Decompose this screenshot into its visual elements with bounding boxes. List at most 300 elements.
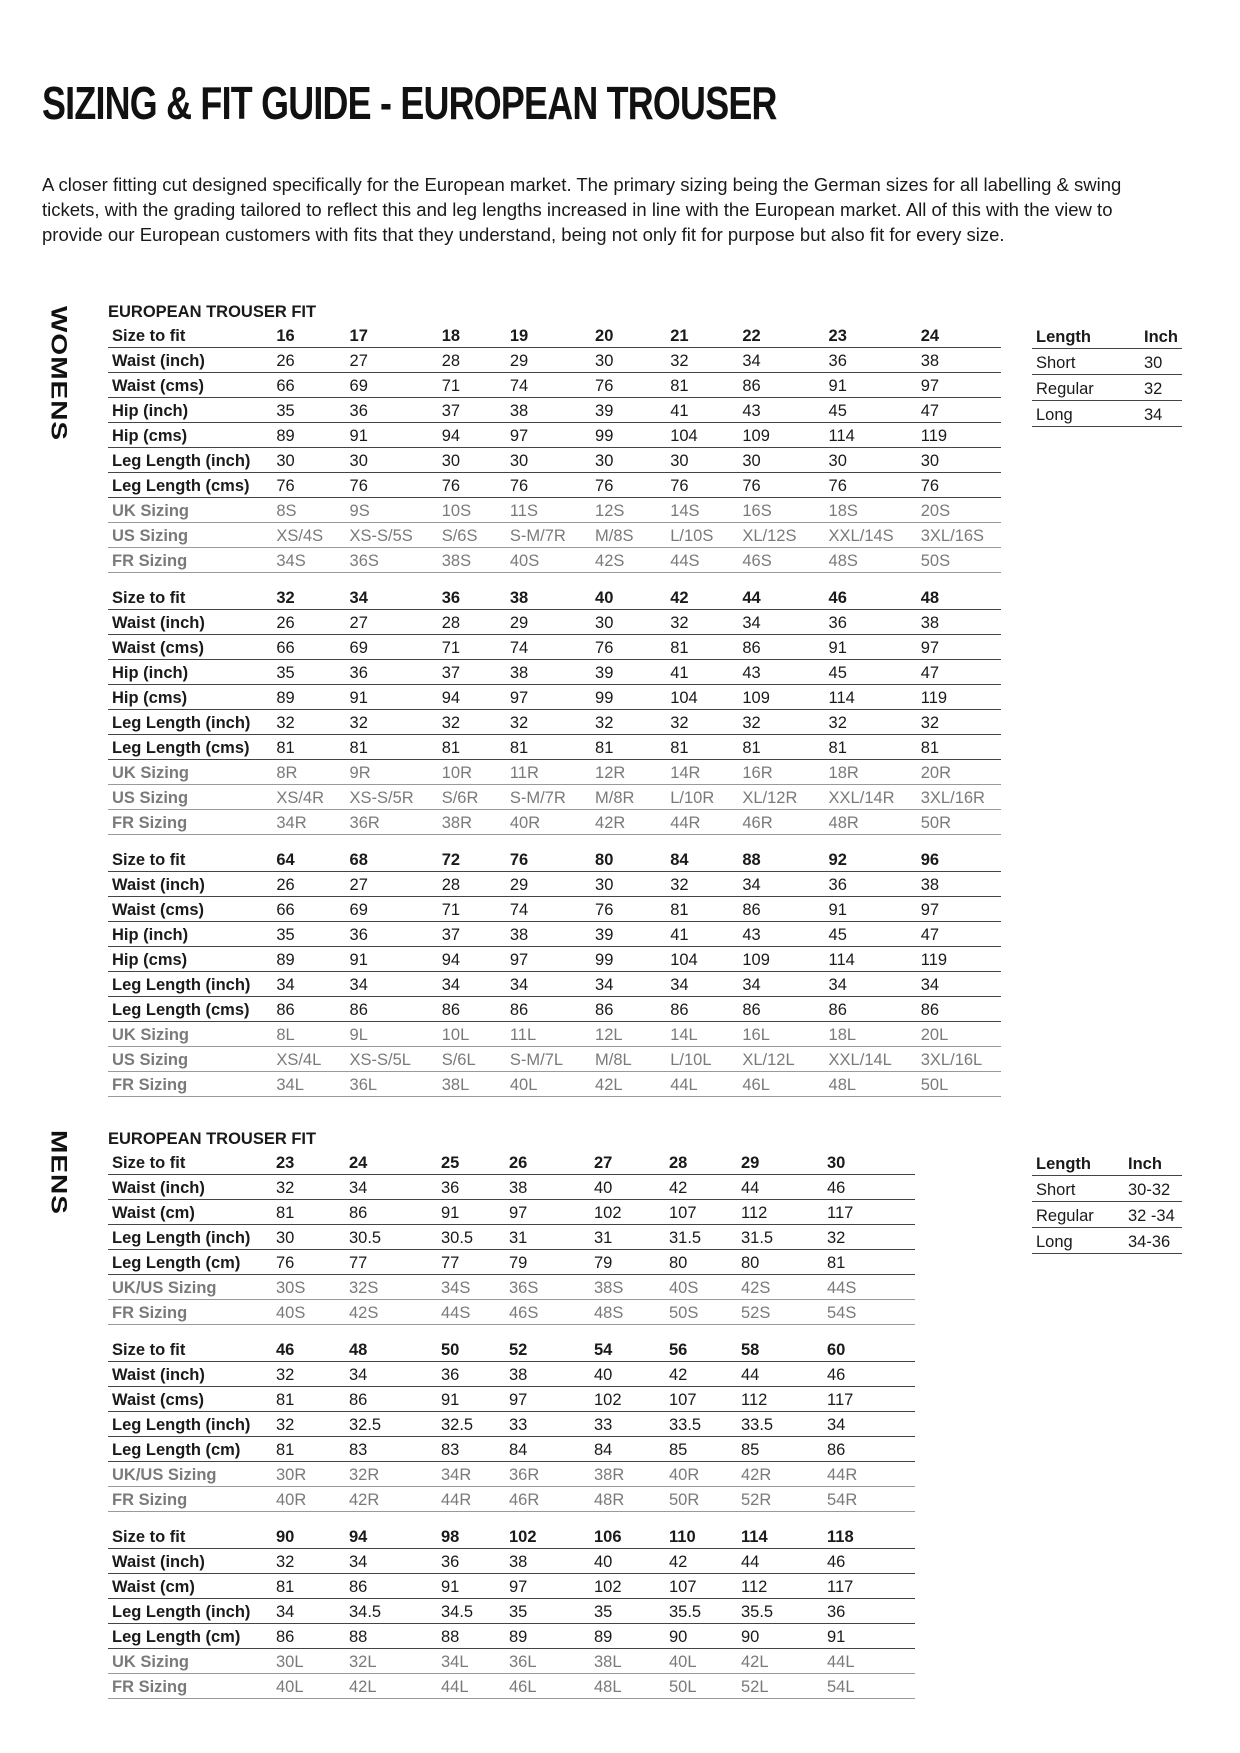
table-cell: 66 bbox=[272, 635, 345, 660]
table-cell: 81 bbox=[825, 735, 917, 760]
table-cell: 76 bbox=[272, 473, 345, 498]
table-cell: 81 bbox=[346, 735, 438, 760]
table-cell: 80 bbox=[665, 1250, 737, 1275]
table-cell: 34 bbox=[1140, 401, 1182, 427]
table-cell: 30 bbox=[1140, 349, 1182, 375]
table-cell: 42R bbox=[591, 810, 666, 835]
table-cell: 32 bbox=[272, 1175, 345, 1200]
row-label: Leg Length (cm) bbox=[108, 1250, 272, 1275]
table-cell: 50R bbox=[665, 1487, 737, 1512]
table-cell: 38S bbox=[438, 548, 506, 573]
row-label: Leg Length (cms) bbox=[108, 473, 272, 498]
table-cell: 64 bbox=[272, 847, 345, 872]
table-row bbox=[108, 398, 1001, 423]
table-cell: 48R bbox=[825, 810, 917, 835]
table-row bbox=[108, 947, 1001, 972]
table-cell: 40 bbox=[590, 1175, 665, 1200]
table-cell: 42 bbox=[665, 1362, 737, 1387]
table-cell: 36 bbox=[346, 660, 438, 685]
table-cell: 36S bbox=[346, 548, 438, 573]
table-cell: 109 bbox=[738, 947, 824, 972]
table-cell: 76 bbox=[917, 473, 1001, 498]
row-label: Leg Length (inch) bbox=[108, 972, 272, 997]
table-cell: 48S bbox=[825, 548, 917, 573]
row-label: FR Sizing bbox=[108, 548, 272, 573]
table-cell: 42L bbox=[591, 1072, 666, 1097]
table-cell: 89 bbox=[272, 947, 345, 972]
table-row bbox=[108, 1225, 915, 1250]
table-cell: 17 bbox=[346, 323, 438, 348]
table-row bbox=[1032, 1150, 1182, 1176]
row-label: UK Sizing bbox=[108, 498, 272, 523]
table-cell: Regular bbox=[1032, 375, 1140, 401]
table-row bbox=[108, 785, 1001, 810]
table-cell: 94 bbox=[438, 947, 506, 972]
womens-side-label: WOMENS bbox=[46, 306, 72, 442]
table-cell: 76 bbox=[666, 473, 738, 498]
table-cell: 21 bbox=[666, 323, 738, 348]
table-cell: 41 bbox=[666, 922, 738, 947]
table-row bbox=[108, 872, 1001, 897]
row-label: Waist (inch) bbox=[108, 1175, 272, 1200]
table-cell: 31 bbox=[590, 1225, 665, 1250]
table-cell: 9L bbox=[346, 1022, 438, 1047]
table-cell: 81 bbox=[272, 1437, 345, 1462]
table-cell: 42L bbox=[345, 1674, 437, 1699]
table-cell: 40R bbox=[506, 810, 591, 835]
table-cell: 48 bbox=[917, 585, 1001, 610]
table-cell: 52R bbox=[737, 1487, 823, 1512]
table-cell: XS/4S bbox=[272, 523, 345, 548]
table-cell: 96 bbox=[917, 847, 1001, 872]
table-cell: 9R bbox=[346, 760, 438, 785]
table-cell: 38S bbox=[590, 1275, 665, 1300]
row-label: Hip (inch) bbox=[108, 660, 272, 685]
table-cell: 34.5 bbox=[437, 1599, 505, 1624]
table-cell: 114 bbox=[737, 1524, 823, 1549]
row-label: Waist (inch) bbox=[108, 872, 272, 897]
table-cell: 97 bbox=[506, 423, 591, 448]
table-cell: 10R bbox=[438, 760, 506, 785]
table-row bbox=[108, 523, 1001, 548]
table-cell: 94 bbox=[345, 1524, 437, 1549]
table-cell: 79 bbox=[505, 1250, 590, 1275]
table-row bbox=[108, 1549, 915, 1574]
table-cell: 44S bbox=[437, 1300, 505, 1325]
table-cell: 34 bbox=[346, 972, 438, 997]
table-cell: 104 bbox=[666, 947, 738, 972]
table-cell: 34R bbox=[272, 810, 345, 835]
table-cell: 27 bbox=[346, 610, 438, 635]
table-cell: 29 bbox=[737, 1150, 823, 1175]
table-cell: 34 bbox=[346, 585, 438, 610]
table-cell: 34L bbox=[437, 1649, 505, 1674]
table-cell: 77 bbox=[437, 1250, 505, 1275]
table-cell: 30 bbox=[823, 1150, 915, 1175]
table-cell: 10L bbox=[438, 1022, 506, 1047]
table-cell: 45 bbox=[825, 660, 917, 685]
table-cell: 18 bbox=[438, 323, 506, 348]
table-cell: 117 bbox=[823, 1200, 915, 1225]
table-cell: 91 bbox=[437, 1574, 505, 1599]
table-cell: 32 bbox=[825, 710, 917, 735]
table-row bbox=[108, 1362, 915, 1387]
row-label: FR Sizing bbox=[108, 1674, 272, 1699]
table-cell: 34 bbox=[738, 872, 824, 897]
table-cell: 36L bbox=[346, 1072, 438, 1097]
table-cell: 36R bbox=[346, 810, 438, 835]
table-row bbox=[108, 897, 1001, 922]
table-cell: 46 bbox=[825, 585, 917, 610]
table-row bbox=[108, 323, 1001, 348]
table-cell: 36L bbox=[505, 1649, 590, 1674]
table-cell: 44L bbox=[437, 1674, 505, 1699]
table-cell: 69 bbox=[346, 635, 438, 660]
table-cell: 84 bbox=[590, 1437, 665, 1462]
table-cell: 29 bbox=[506, 610, 591, 635]
table-cell: 33.5 bbox=[737, 1412, 823, 1437]
table-row bbox=[1032, 401, 1182, 427]
table-cell: 112 bbox=[737, 1574, 823, 1599]
row-label: Leg Length (inch) bbox=[108, 710, 272, 735]
table-cell: 97 bbox=[505, 1387, 590, 1412]
table-cell: 37 bbox=[438, 660, 506, 685]
table-cell: 76 bbox=[825, 473, 917, 498]
row-label: Size to fit bbox=[108, 1524, 272, 1549]
table-row bbox=[108, 1649, 915, 1674]
table-row bbox=[108, 610, 1001, 635]
row-label: Leg Length (inch) bbox=[108, 1412, 272, 1437]
table-cell: 20R bbox=[917, 760, 1001, 785]
row-label: UK Sizing bbox=[108, 1022, 272, 1047]
table-cell: 36R bbox=[505, 1462, 590, 1487]
table-cell: 88 bbox=[437, 1624, 505, 1649]
table-cell: 35 bbox=[272, 922, 345, 947]
table-cell: S-M/7R bbox=[506, 785, 591, 810]
table-cell: XL/12L bbox=[738, 1047, 824, 1072]
table-row bbox=[1032, 1202, 1182, 1228]
table-cell: 32 -34 bbox=[1124, 1202, 1182, 1228]
table-cell: 16S bbox=[738, 498, 824, 523]
table-cell: 76 bbox=[591, 635, 666, 660]
table-cell: 31.5 bbox=[665, 1225, 737, 1250]
table-cell: 38 bbox=[506, 660, 591, 685]
table-cell: 42L bbox=[737, 1649, 823, 1674]
table-row bbox=[108, 1275, 915, 1300]
table-cell: 112 bbox=[737, 1200, 823, 1225]
table-cell: 25 bbox=[437, 1150, 505, 1175]
table-cell: 30 bbox=[591, 872, 666, 897]
table-cell: 77 bbox=[345, 1250, 437, 1275]
table-cell: 76 bbox=[591, 473, 666, 498]
table-cell: 46L bbox=[738, 1072, 824, 1097]
table-cell: 50S bbox=[665, 1300, 737, 1325]
table-row bbox=[108, 1674, 915, 1699]
table-cell: 109 bbox=[738, 423, 824, 448]
table-cell: 30 bbox=[438, 448, 506, 473]
row-label: Size to fit bbox=[108, 1150, 272, 1175]
table-cell: 91 bbox=[825, 373, 917, 398]
table-row bbox=[108, 997, 1001, 1022]
row-label: Hip (inch) bbox=[108, 398, 272, 423]
table-cell: 81 bbox=[506, 735, 591, 760]
table-cell: 83 bbox=[437, 1437, 505, 1462]
table-row bbox=[108, 1300, 915, 1325]
table-cell: 36 bbox=[346, 398, 438, 423]
table-cell: 99 bbox=[591, 685, 666, 710]
table-cell: 34 bbox=[738, 972, 824, 997]
row-label: FR Sizing bbox=[108, 810, 272, 835]
table-cell: 50L bbox=[917, 1072, 1001, 1097]
table-cell: 81 bbox=[666, 373, 738, 398]
table-cell: 34.5 bbox=[345, 1599, 437, 1624]
table-cell: 48 bbox=[345, 1337, 437, 1362]
row-label: Waist (cms) bbox=[108, 1387, 272, 1412]
table-cell: XXL/14S bbox=[825, 523, 917, 548]
table-row bbox=[108, 660, 1001, 685]
table-cell: 43 bbox=[738, 922, 824, 947]
table-cell: 36S bbox=[505, 1275, 590, 1300]
table-cell: 68 bbox=[346, 847, 438, 872]
table-cell: 81 bbox=[272, 735, 345, 760]
table-cell: L/10L bbox=[666, 1047, 738, 1072]
table-cell: 38 bbox=[506, 585, 591, 610]
table-cell: 118 bbox=[823, 1524, 915, 1549]
table-cell: 42 bbox=[665, 1175, 737, 1200]
table-row bbox=[108, 348, 1001, 373]
table-cell: 97 bbox=[917, 897, 1001, 922]
table-cell: 112 bbox=[737, 1387, 823, 1412]
table-cell: 12L bbox=[591, 1022, 666, 1047]
table-cell: 40L bbox=[506, 1072, 591, 1097]
table-cell: 86 bbox=[272, 1624, 345, 1649]
table-cell: Length bbox=[1032, 323, 1140, 349]
table-cell: 35.5 bbox=[665, 1599, 737, 1624]
table-row bbox=[108, 1387, 915, 1412]
table-cell: 40 bbox=[591, 585, 666, 610]
table-cell: 54R bbox=[823, 1487, 915, 1512]
table-cell: L/10R bbox=[666, 785, 738, 810]
row-label: UK/US Sizing bbox=[108, 1275, 272, 1300]
table-cell: 48R bbox=[590, 1487, 665, 1512]
table-cell: 46S bbox=[505, 1300, 590, 1325]
table-cell: 26 bbox=[272, 348, 345, 373]
table-cell: 36 bbox=[825, 610, 917, 635]
table-cell: 119 bbox=[917, 947, 1001, 972]
table-cell: 81 bbox=[666, 735, 738, 760]
table-cell: 32 bbox=[591, 710, 666, 735]
table-cell: 26 bbox=[272, 610, 345, 635]
table-cell: 36 bbox=[346, 922, 438, 947]
womens-length-table bbox=[1032, 323, 1182, 427]
table-row bbox=[108, 1624, 915, 1649]
table-cell: 90 bbox=[737, 1624, 823, 1649]
table-cell: 36 bbox=[437, 1175, 505, 1200]
table-row bbox=[1032, 323, 1182, 349]
table-cell: 81 bbox=[666, 897, 738, 922]
table-row bbox=[108, 473, 1001, 498]
table-row bbox=[108, 760, 1001, 785]
mens-section-heading: EUROPEAN TROUSER FIT bbox=[108, 1130, 317, 1148]
table-cell: 30-32 bbox=[1124, 1176, 1182, 1202]
table-cell: 3XL/16R bbox=[917, 785, 1001, 810]
table-row bbox=[1032, 1176, 1182, 1202]
table-cell: 16R bbox=[738, 760, 824, 785]
table-cell: 97 bbox=[506, 947, 591, 972]
table-cell: 97 bbox=[917, 635, 1001, 660]
row-label: Waist (inch) bbox=[108, 348, 272, 373]
row-label: Waist (cms) bbox=[108, 373, 272, 398]
table-cell: 42 bbox=[666, 585, 738, 610]
table-cell: 39 bbox=[591, 922, 666, 947]
table-row bbox=[108, 1175, 915, 1200]
table-cell: 86 bbox=[506, 997, 591, 1022]
table-cell: 84 bbox=[666, 847, 738, 872]
table-cell: 81 bbox=[272, 1200, 345, 1225]
table-cell: 104 bbox=[666, 685, 738, 710]
table-cell: 104 bbox=[666, 423, 738, 448]
table-cell: 38 bbox=[917, 872, 1001, 897]
table-cell: 85 bbox=[737, 1437, 823, 1462]
table-cell: 22 bbox=[738, 323, 824, 348]
row-label: Waist (inch) bbox=[108, 610, 272, 635]
table-cell: 81 bbox=[272, 1574, 345, 1599]
table-cell: 91 bbox=[825, 635, 917, 660]
table-cell: 85 bbox=[665, 1437, 737, 1462]
table-cell: 50S bbox=[917, 548, 1001, 573]
table-row bbox=[108, 1150, 915, 1175]
row-label: FR Sizing bbox=[108, 1300, 272, 1325]
table-cell: 54L bbox=[823, 1674, 915, 1699]
table-cell: 74 bbox=[506, 373, 591, 398]
table-cell: 30.5 bbox=[437, 1225, 505, 1250]
table-cell: Length bbox=[1032, 1150, 1124, 1176]
table-cell: 40R bbox=[665, 1462, 737, 1487]
table-cell: 14L bbox=[666, 1022, 738, 1047]
womens-short-table bbox=[108, 323, 1001, 573]
table-cell: 72 bbox=[438, 847, 506, 872]
table-cell: 34 bbox=[825, 972, 917, 997]
table-cell: 32 bbox=[272, 1549, 345, 1574]
table-cell: 32 bbox=[506, 710, 591, 735]
table-cell: 44S bbox=[666, 548, 738, 573]
table-row bbox=[108, 1487, 915, 1512]
row-label: Hip (cms) bbox=[108, 685, 272, 710]
table-cell: 32L bbox=[345, 1649, 437, 1674]
table-cell: 27 bbox=[346, 872, 438, 897]
table-cell: 52L bbox=[737, 1674, 823, 1699]
table-cell: 102 bbox=[505, 1524, 590, 1549]
table-cell: 102 bbox=[590, 1200, 665, 1225]
table-cell: 56 bbox=[665, 1337, 737, 1362]
row-label: FR Sizing bbox=[108, 1487, 272, 1512]
table-cell: 38 bbox=[505, 1362, 590, 1387]
table-cell: 30 bbox=[591, 610, 666, 635]
table-cell: 32 bbox=[272, 585, 345, 610]
table-cell: 34 bbox=[506, 972, 591, 997]
table-cell: 44L bbox=[823, 1649, 915, 1674]
row-label: Hip (cms) bbox=[108, 947, 272, 972]
table-cell: 94 bbox=[438, 685, 506, 710]
row-label: Leg Length (cm) bbox=[108, 1624, 272, 1649]
table-cell: 11R bbox=[506, 760, 591, 785]
table-row bbox=[108, 1437, 915, 1462]
table-cell: 41 bbox=[666, 398, 738, 423]
table-cell: 30 bbox=[666, 448, 738, 473]
row-label: Size to fit bbox=[108, 1337, 272, 1362]
table-cell: 117 bbox=[823, 1574, 915, 1599]
table-cell: 44L bbox=[666, 1072, 738, 1097]
table-cell: 39 bbox=[591, 398, 666, 423]
table-cell: 86 bbox=[917, 997, 1001, 1022]
table-cell: Regular bbox=[1032, 1202, 1124, 1228]
table-cell: 34 bbox=[738, 348, 824, 373]
table-cell: 81 bbox=[438, 735, 506, 760]
table-row bbox=[108, 810, 1001, 835]
table-cell: 52S bbox=[737, 1300, 823, 1325]
row-label: Hip (inch) bbox=[108, 922, 272, 947]
table-cell: 48S bbox=[590, 1300, 665, 1325]
table-cell: 29 bbox=[506, 348, 591, 373]
table-cell: 84 bbox=[505, 1437, 590, 1462]
table-cell: 32 bbox=[1140, 375, 1182, 401]
table-cell: 46 bbox=[823, 1362, 915, 1387]
table-cell: 97 bbox=[506, 685, 591, 710]
table-cell: 35 bbox=[590, 1599, 665, 1624]
table-cell: 76 bbox=[591, 373, 666, 398]
table-cell: 89 bbox=[590, 1624, 665, 1649]
table-cell: 30L bbox=[272, 1649, 345, 1674]
table-cell: 34 bbox=[438, 972, 506, 997]
table-cell: 14R bbox=[666, 760, 738, 785]
table-cell: 38R bbox=[438, 810, 506, 835]
table-cell: 47 bbox=[917, 398, 1001, 423]
table-row bbox=[108, 1524, 915, 1549]
table-cell: 40L bbox=[665, 1649, 737, 1674]
table-cell: 32 bbox=[666, 610, 738, 635]
table-cell: 42R bbox=[737, 1462, 823, 1487]
table-cell: 32 bbox=[272, 710, 345, 735]
table-cell: 30 bbox=[591, 348, 666, 373]
table-cell: 32.5 bbox=[437, 1412, 505, 1437]
table-cell: 26 bbox=[505, 1150, 590, 1175]
table-cell: 86 bbox=[666, 997, 738, 1022]
table-cell: 40S bbox=[665, 1275, 737, 1300]
table-cell: 74 bbox=[506, 635, 591, 660]
table-cell: 76 bbox=[438, 473, 506, 498]
table-cell: 76 bbox=[738, 473, 824, 498]
table-cell: 91 bbox=[823, 1624, 915, 1649]
table-cell: 44 bbox=[738, 585, 824, 610]
page-title: SIZING & FIT GUIDE - EUROPEAN TROUSER bbox=[42, 77, 777, 129]
table-cell: 76 bbox=[346, 473, 438, 498]
row-label: Waist (cm) bbox=[108, 1574, 272, 1599]
table-row bbox=[108, 1574, 915, 1599]
row-label: US Sizing bbox=[108, 523, 272, 548]
table-cell: 50R bbox=[917, 810, 1001, 835]
table-cell: 11S bbox=[506, 498, 591, 523]
table-cell: 40 bbox=[590, 1549, 665, 1574]
table-cell: 34S bbox=[272, 548, 345, 573]
table-row bbox=[108, 1250, 915, 1275]
table-cell: 71 bbox=[438, 897, 506, 922]
table-cell: 38 bbox=[505, 1175, 590, 1200]
table-cell: 76 bbox=[506, 847, 591, 872]
table-cell: 38R bbox=[590, 1462, 665, 1487]
table-cell: 44S bbox=[823, 1275, 915, 1300]
table-cell: 48L bbox=[825, 1072, 917, 1097]
table-cell: 38 bbox=[917, 610, 1001, 635]
